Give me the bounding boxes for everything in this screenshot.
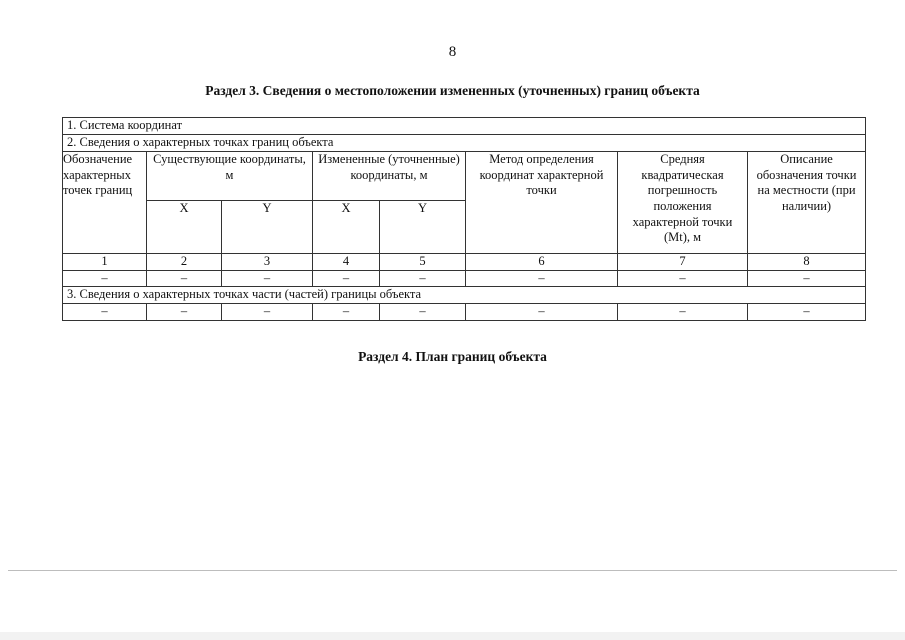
header-changed-y: Y: [380, 201, 466, 254]
table-row: [63, 270, 866, 287]
header-mse: Средняя квадратическая погрешность положения характерной точки (Мt), м: [618, 152, 748, 254]
column-number: 1: [63, 254, 147, 271]
column-numbers-row: [63, 254, 866, 271]
empty-cell: –: [748, 270, 866, 287]
empty-cell: –: [618, 270, 748, 287]
column-number: 4: [313, 254, 380, 271]
header-existing-coords: Существующие координаты, м: [147, 152, 313, 201]
empty-cell: –: [63, 270, 147, 287]
page-number: 8: [448, 44, 457, 60]
header-changed-coords: Измененные (уточненные) координаты, м: [313, 152, 466, 201]
header-changed-x: X: [313, 201, 380, 254]
boundary-points-table: [62, 117, 866, 321]
header-method: Метод определения координат характерной точки: [466, 152, 618, 254]
empty-cell: –: [313, 270, 380, 287]
column-number: 6: [466, 254, 618, 271]
page-bottom-shade: [0, 632, 905, 640]
column-number: 7: [618, 254, 748, 271]
empty-cell: –: [380, 304, 466, 321]
coord-system-row: 1. Система координат: [63, 118, 866, 135]
empty-cell: –: [313, 304, 380, 321]
empty-cell: –: [63, 304, 147, 321]
empty-cell: –: [466, 304, 618, 321]
header-description: Описание обозначения точки на местности (при наличии): [748, 152, 866, 254]
section-4-title: Раздел 4. План границ объекта: [358, 349, 547, 364]
empty-cell: –: [147, 304, 222, 321]
empty-cell: –: [222, 304, 313, 321]
header-designation: Обозначение характерных точек границ: [63, 152, 147, 254]
page-divider: [8, 570, 897, 571]
section-3-title: Раздел 3. Сведения о местоположении измененных (уточненных) границ объекта: [205, 83, 700, 98]
empty-cell: –: [618, 304, 748, 321]
empty-cell: –: [147, 270, 222, 287]
table-row: [63, 304, 866, 321]
column-number: 5: [380, 254, 466, 271]
empty-cell: –: [380, 270, 466, 287]
column-number: 2: [147, 254, 222, 271]
header-existing-x: X: [147, 201, 222, 254]
column-number: 8: [748, 254, 866, 271]
header-existing-y: Y: [222, 201, 313, 254]
part-points-row: 3. Сведения о характерных точках части (частей) границы объекта: [63, 287, 866, 304]
empty-cell: –: [748, 304, 866, 321]
empty-cell: –: [222, 270, 313, 287]
column-number: 3: [222, 254, 313, 271]
boundary-points-row: 2. Сведения о характерных точках границ объекта: [63, 135, 866, 152]
empty-cell: –: [466, 270, 618, 287]
